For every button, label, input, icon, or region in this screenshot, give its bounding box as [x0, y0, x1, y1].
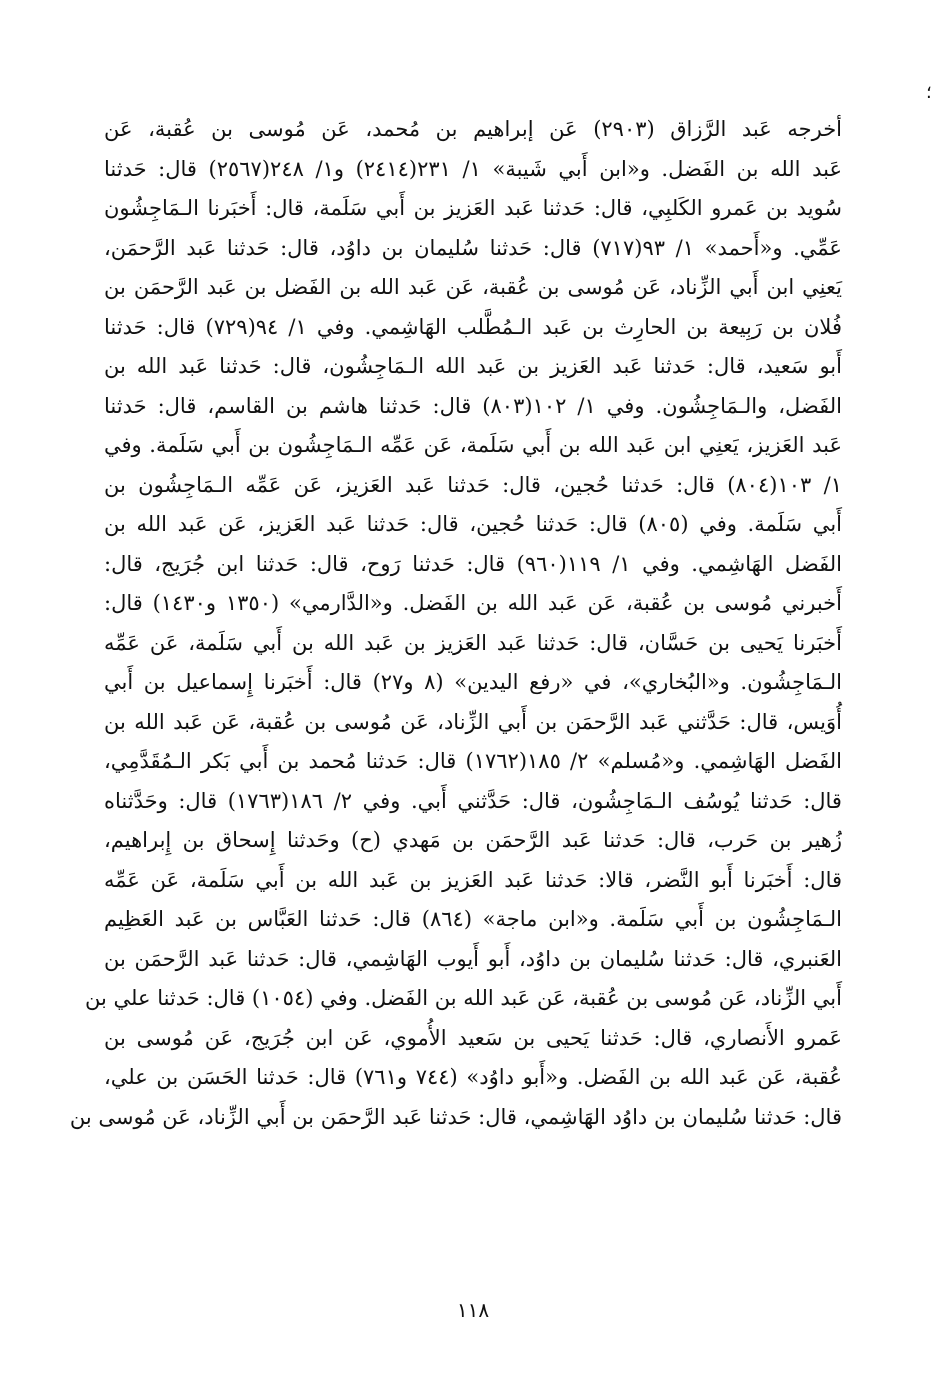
text-line: عُقبة، عَن عَبد الله بن الفَضل. و«أَبو داوُد» (٧٤٤ و٧٦١) قال: حَدثنا الحَسَن بن علي،: [104, 1065, 842, 1089]
text-line: الـمَاجِشُون بن أَبي سَلَمة. و«ابن ماجة» (٨٦٤) قال: حَدثنا العَبَّاس بن عَبد العَظِيم: [104, 907, 842, 931]
text-line: عَبد العَزيز، يَعنِي ابن عَبد الله بن أَبي سَلَمة، عَن عَمِّه الـمَاجِشُون بن أَبي سَلَمة. وفي: [104, 433, 842, 457]
body-text: [69, 110, 843, 1137]
text-line: أَبي الزِّناد، عَن مُوسى بن عُقبة، عَن عَبد الله بن الفَضل. وفي (١٠٥٤) قال: حَدثنا علي بن: [85, 986, 842, 1010]
text-line: عَمرو الأَنصاري، قال: حَدثنا يَحيى بن سَعيد الأُموي، عَن ابن جُرَيج، عَن مُوسى بن: [104, 1025, 842, 1050]
text-line: أَبو سَعيد، قال: حَدثنا عَبد العَزيز بن عَبد الله الـمَاجِشُون، قال: حَدثنا عَبد الله بن: [104, 354, 842, 378]
text-line: العَنبري، قال: حَدثنا سُليمان بن داوُد، أَبو أَيوب الهَاشِمي، قال: حَدثنا عَبد الرَّحمَن بن: [104, 946, 842, 971]
text-line: أُوَيس، قال: حَدَّثني عَبد الرَّحمَن بن أَبي الزِّناد، عَن مُوسى بن عُقبة، عَن عَبد الله بن: [104, 709, 842, 734]
text-line: الـمَاجِشُون. و«البُخاري»، في «رفع اليدين» (٨ و٢٧) قال: أَخبَرنا إِسماعيل بن أَبي: [104, 670, 843, 694]
text-line: عَمِّي. و«أَحمد» ١/ ٩٣(٧١٧) قال: حَدثنا سُليمان بن داوُد، قال: حَدثنا عَبد الرَّحمَن،: [104, 235, 842, 260]
text-line: فُلان بن رَبِيعة بن الحارِث بن عَبد الـمُطَّلب الهَاشِمي. وفي ١/ ٩٤(٧٢٩) قال: حَدثنا: [104, 314, 842, 339]
text-line: زُهير بن حَرب، قال: حَدثنا عَبد الرَّحمَن بن مَهدي (ح) وحَدثنا إِسحاق بن إِبراهيم،: [104, 828, 842, 852]
text-line: أخرجه عَبد الرَّزاق (٢٩٠٣) عَن إبراهيم بن مُحمد، عَن مُوسى بن عُقبة، عَن: [104, 117, 843, 141]
text-line: أَخبَرنا يَحيى بن حَسَّان، قال: حَدثنا عَبد العَزيز بن عَبد الله بن أَبي سَلَمة، عَن عَمِّه: [104, 630, 842, 655]
text-line: قال: حَدثنا يُوسُف الـمَاجِشُون، قال: حَدَّثني أَبي. وفي ٢/ ١٨٦(١٧٦٣) قال: وحَدَّثناه: [104, 788, 842, 813]
text-line: قال: أَخبَرنا أَبو النَّضر، قالا: حَدثنا عَبد العَزيز بن عَبد الله بن أَبي سَلَمة، عَن عَمِّه: [104, 867, 842, 892]
text-line: عَبد الله بن الفَضل. و«ابن أَبي شَيبة» ١/ ٢٣١(٢٤١٤) و١/ ٢٤٨(٢٥٦٧) قال: حَدثنا: [104, 156, 842, 181]
text-line: أَبي سَلَمة. وفي (٨٠٥) قال: حَدثنا حُجين، قال: حَدثنا عَبد العَزيز، عَن عَبد الله بن: [104, 512, 842, 536]
page-number: ١١٨: [456, 1298, 490, 1322]
text-line: سُويد بن عَمرو الكَلبِي، قال: حَدثنا عَبد العَزيز بن أَبي سَلَمة، قال: أَخبَرنا الـمَاجِشُون: [104, 196, 842, 220]
text-line: الفَضل الهَاشِمي. و«مُسلم» ٢/ ١٨٥(١٧٦٢) قال: حَدثنا مُحمد بن أَبي بَكر الـمُقَدَّمِي،: [104, 749, 842, 773]
text-line: ١/ ١٠٣(٨٠٤) قال: حَدثنا حُجين، قال: حَدثنا عَبد العَزيز، عَن عَمِّه الـمَاجِشُون بن: [104, 472, 842, 497]
text-line: أَخبرني مُوسى بن عُقبة، عَن عَبد الله بن الفَضل. و«الدَّارمي» (١٣٥٠ و١٤٣٠) قال:: [104, 591, 842, 615]
corner-mark: ؛: [926, 82, 932, 103]
text-line: قال: حَدثنا سُليمان بن داوُد الهَاشِمي، قال: حَدثنا عَبد الرَّحمَن بن أَبي الزِّناد، عَن مُوسى بن: [69, 1104, 842, 1129]
text-line: الفَضل، والـمَاجِشُون. وفي ١/ ١٠٢(٨٠٣) قال: حَدثنا هاشم بن القاسم، قال: حَدثنا: [104, 393, 842, 418]
text-line: الفَضل الهَاشِمي. وفي ١/ ١١٩(٩٦٠) قال: حَدثنا رَوح، قال: حَدثنا ابن جُرَيج، قال:: [104, 551, 842, 576]
text-line: يَعنِي ابن أَبي الزِّناد، عَن مُوسى بن عُقبة، عَن عَبد الله بن الفَضل بن عَبد الرَّحمَن بن: [104, 275, 842, 299]
